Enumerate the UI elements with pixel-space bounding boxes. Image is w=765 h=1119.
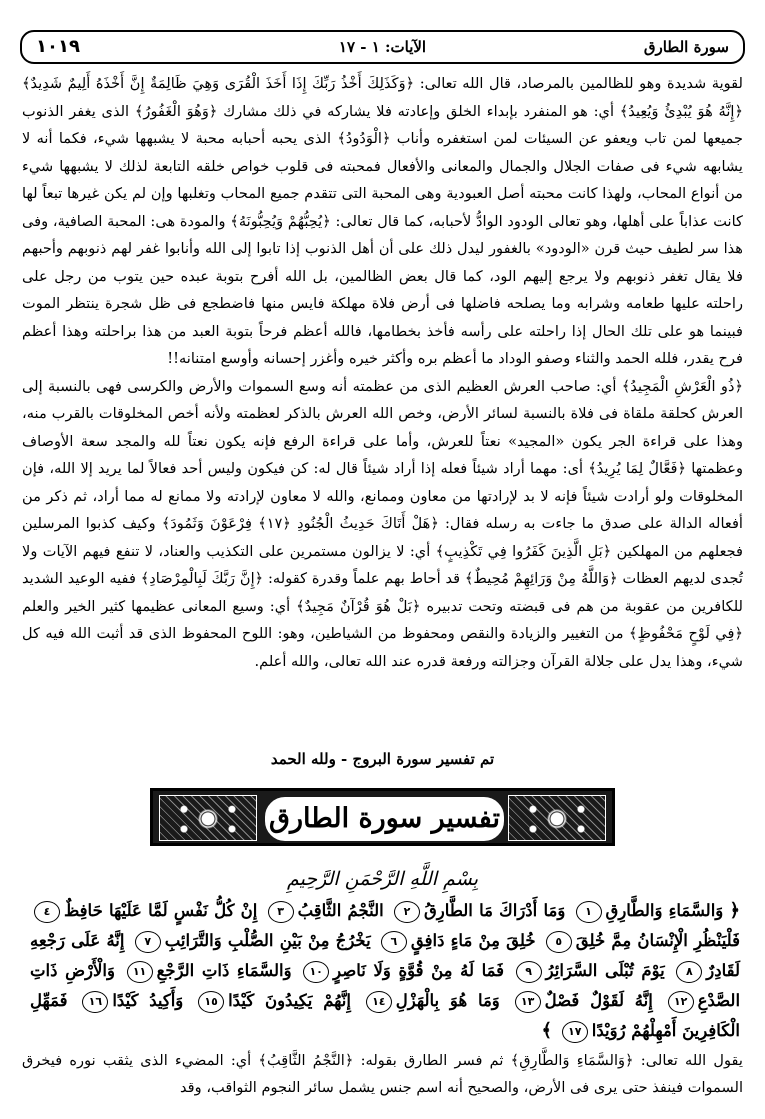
verse-text: يَوْمَ تُبْلَى السَّرَائِرُ — [545, 961, 665, 980]
tafsir-paragraph: لقوية شديدة وهو للظالمين بالمرصاد، قال الله تعالى: ﴿وَكَذَلِكَ أَخْذُ رَبِّكَ إِذَا أَخَذَ الْقُرَى وَهِيَ ظَالِمَةٌ إِنَّ أَخْذَهُ أَلِيمٌ شَدِيدٌ﴾ ﴿إِنَّهُ هُوَ يُبْدِئُ وَيُعِيدُ﴾ أي: هو المنفرد بإبداء الخلق وإعادته فلا يشاركه في ذلك مشارك ﴿وَهُوَ الْغَفُورُ﴾ الذى يغفر الذنوب جميعها لمن تاب ويعفو عن السيئات لمن استغفره وأناب ﴿الْوَدُودُ﴾ الذى يحبه أحبابه محبة لا يشبهها شيء، فكما أنه لا يشابهه شيء فى صفات الجلال والجمال والمعانى والأفعال فمحبته فى قلوب خواص خلقه التابعة لذلك لا يشبهها شيء من أنواع المحاب، ولهذا كانت محبته أصل العبودية وهى المحبة التى تتقدم جميع المحاب وتغلبها وإن لم يكن غيرها تبعاً لها كانت عذاباً على أهلها، وهو تعالى الودود الوادُّ لأحبابه، كما قال تعالى: ﴿يُحِبُّهُمْ وَيُحِبُّونَهُ﴾ والمودة هى: المحبة الصافية، وفى هذا سر لطيف حيث قرن «الودود» بالغفور ليدل ذلك على أن أهل الذنوب إذا تابوا إلى الله وأنابوا غفر لهم ذنوبهم وأحبهم فلا يقال تغفر ذنوبهم ولا يرجع إليهم الود، كما قال بعض الظالمين، بل الله أفرح بتوبة عبده حين يتوب من رجل على راحلته عليها طعامه وشرابه وما يصلحه فاضلها فى أرض فلاة مهلكة فايس منها فاضطجع فى ظل شجرة ينتظر الموت فبينما هو على تلك الحال إذا راحلته على رأسه فأخذ بخطامها، فالله أعظم فرحاً بتوبة العبد من هذا براحلته وهذا أعظم فرح يقدر، فلله الحمد والثناء وصفو الوداد ما أعظم بره وأكثر خيره وأغزر إحسانه وأوسع امتنانه!! — [22, 75, 743, 367]
verse-number: ٨ — [676, 961, 702, 983]
page — [20, 30, 745, 1105]
surah-name: سورة الطارق — [643, 38, 729, 56]
verse-text: فَمَا لَهُ مِنْ قُوَّةٍ وَلَا نَاصِرٍ — [333, 961, 505, 980]
verse-number: ٣ — [268, 901, 294, 923]
page-number: ١٠١٩ — [36, 36, 80, 57]
ornament-icon — [159, 795, 257, 841]
opening-brace: ﴿ — [729, 900, 741, 921]
verse-text: فَلْيَنْظُرِ الْإِنْسَانُ مِمَّ خُلِقَ — [575, 931, 741, 950]
surah-banner — [150, 788, 615, 846]
verse-number: ٥ — [546, 931, 572, 953]
verse-number: ١٢ — [668, 991, 694, 1013]
tafsir-body — [22, 70, 743, 675]
verse-number: ٦ — [381, 931, 407, 953]
verse-number: ١٤ — [366, 991, 392, 1013]
banner-title: تفسير سورة الطارق — [265, 797, 504, 841]
verse-number: ٤ — [34, 901, 60, 923]
verse-text: وَمَا أَدْرَاكَ مَا الطَّارِقُ — [423, 901, 566, 920]
closing-brace: ﴾ — [541, 1020, 553, 1041]
verse-text: إِنَّهُ عَلَى رَجْعِهِ لَقَادِرٌ — [30, 931, 741, 980]
page-header — [20, 30, 745, 64]
tafsir-paragraph: ﴿ذُو الْعَرْشِ الْمَجِيدُ﴾ أي: صاحب العرش العظيم الذى من عظمته أنه وسع السموات والأرض والكرسى فهى بالنسبة إلى العرش كحلقة ملقاة فى فلاة بالنسبة لسائر الأرض، وخص الله العرش بالذكر لعظمته ولأنه أخص المخلوقات بالقرب منه، وهذا على قراءة الجر يكون «المجيد» نعتاً للعرش، وأما على قراءة الرفع فإنه يكون نعتاً لله والمجد سعة الأوصاف وعظمتها ﴿فَعَّالٌ لِمَا يُرِيدُ﴾ أى: مهما أراد شيئاً فعله إذا أراد شيئاً قال له: كن فيكون وليس أحد فعالاً لما يريد إلا الله، فإن المخلوقات ولو أرادت شيئاً فإنه لا بد لإرادتها من معاون وممانع، والله لا معاون لإرادته ولا ممانع له مما أراد، ثم ذكر من أفعاله الدالة على صدق ما جاءت به رسله فقال: ﴿هَلْ أَتَاكَ حَدِيثُ الْجُنُودِ ﴿١٧﴾ فِرْعَوْنَ وَثَمُودَ﴾ وكيف كذبوا المرسلين فجعلهم من المهلكين ﴿بَلِ الَّذِينَ كَفَرُوا فِي تَكْذِيبٍ﴾ أي: لا يزالون مستمرين على التكذيب والعناد، لا تنفع فيهم الآيات ولا تُجدى لديهم العظات ﴿وَاللَّهُ مِنْ وَرَائِهِمْ مُحِيطٌ﴾ قد أحاط بهم علماً وقدرة كقوله: ﴿إِنَّ رَبَّكَ لَبِالْمِرْصَادِ﴾ ففيه الوعيد الشديد للكافرين من عقوبة من هم فى قبضته وتحت تدبيره ﴿بَلْ هُوَ قُرْآنٌ مَجِيدٌ﴾ أي: وسيع المعانى عظيمها كثير الخير والعلم ﴿فِي لَوْحٍ مَحْفُوظٍ﴾ من التغيير والزيادة والنقص ومحفوظ من الشياطين، وهو: اللوح المحفوظ الذى قد أثبت الله فيه كل شيء، وهذا يدل على جلالة القرآن وجزالته ورفعة قدره عند الله تعالى، والله أعلم. — [22, 377, 744, 670]
tafsir-continuation: يقول الله تعالى: ﴿وَالسَّمَاءِ وَالطَّارِقِ﴾ ثم فسر الطارق بقوله: ﴿النَّجْمُ الثَّاقِبُ﴾ أي: المضيء الذى يثقب نوره فيخرق السموات فينفذ حتى يرى فى الأرض، والصحيح أنه اسم جنس يشمل سائر النجوم الثواقب، وقد — [22, 1052, 743, 1096]
ayat-range: الآيات: ١ - ١٧ — [338, 38, 427, 56]
ornament-icon — [508, 795, 606, 841]
verse-number: ١٦ — [82, 991, 108, 1013]
verse-number: ٧ — [135, 931, 161, 953]
verse-text: فَمَهِّلِ الْكَافِرِينَ أَمْهِلْهُمْ رُوَيْدًا — [30, 991, 740, 1040]
verse-text: وَالسَّمَاءِ وَالطَّارِقِ — [605, 901, 724, 920]
verse-text: وَأَكِيدُ كَيْدًا — [112, 991, 184, 1010]
verse-text: وَمَا هُوَ بِالْهَزْلِ — [395, 991, 500, 1010]
verse-number: ١٧ — [562, 1021, 588, 1043]
verse-number: ١٠ — [303, 961, 329, 983]
verses-block — [30, 896, 740, 1046]
verse-text: خُلِقَ مِنْ مَاءٍ دَافِقٍ — [410, 931, 536, 950]
verse-text: يَخْرُجُ مِنْ بَيْنِ الصُّلْبِ وَالتَّرَائِبِ — [164, 931, 371, 950]
verse-text: إِنَّهُ لَقَوْلٌ فَصْلٌ — [544, 991, 653, 1010]
verse-number: ٢ — [394, 901, 420, 923]
verse-number: ٩ — [516, 961, 542, 983]
verse-number: ١ — [576, 901, 602, 923]
verse-number: ١١ — [127, 961, 153, 983]
closing-line: تم تفسير سورة البروج - ولله الحمد — [270, 750, 495, 768]
verse-number: ١٥ — [198, 991, 224, 1013]
basmala: بِسْمِ اللَّهِ الرَّحْمَنِ الرَّحِيمِ — [287, 868, 478, 890]
verse-number: ١٣ — [515, 991, 541, 1013]
verse-text: إِنَّهُمْ يَكِيدُونَ كَيْدًا — [228, 991, 351, 1010]
verse-text: النَّجْمُ الثَّاقِبُ — [297, 901, 384, 920]
verse-text: إِنْ كُلُّ نَفْسٍ لَمَّا عَلَيْهَا حَافِظٌ — [64, 901, 258, 920]
verse-text: وَالْأَرْضِ ذَاتِ الصَّدْعِ — [30, 961, 741, 1010]
verse-text: وَالسَّمَاءِ ذَاتِ الرَّجْعِ — [156, 961, 292, 980]
